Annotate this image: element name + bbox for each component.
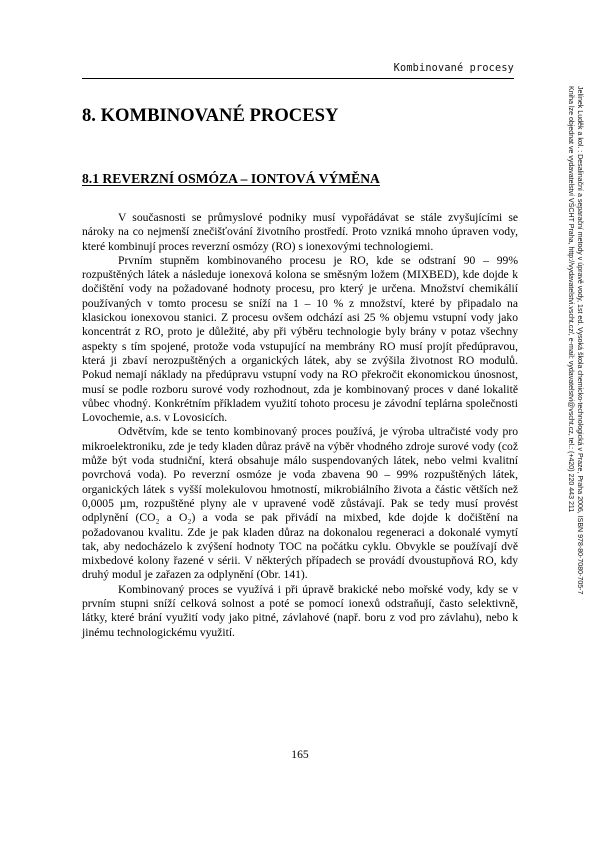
side-note-line-2: Kniha lze objednat ve vydavatelství VŠCHT Praha, http://vydavatelstvi.vscht.cz/, e-mail: vydavatelstvi@vscht.cz, tel.: (+420) 220 443 211 [566, 86, 574, 513]
side-note-line-1: Jelínek Luděk a kol. : Desalinační a separační metody v úpravě vody, 1st ed. Vysoká škola chemicko-technologická v Praze, Praha 2006, ISBN 978-80-7080-705-7 [576, 86, 583, 595]
body-text [82, 211, 518, 640]
paragraph: Prvním stupněm kombinovaného procesu je RO, kde se odstraní 90 – 99% rozpuštěných látek a následuje ionexová kolona se směsným ložem (MIXBED), kde dojde k dočištění vody na požadované hodnoty procesu, pro který je určena. Množství chemikálií používaných v tomto procesu se sníží na 1 – 10 % z množství, které by připadalo na klasickou ionexovou stanici. Z procesu ovšem odchází asi 25 % objemu vstupní vody jako koncentrát z RO, proto je důležité, aby při výběru technologie byly brány v potaz všechny aspekty s tím spojené, protože voda vstupující na membrány RO musí projít předúpravou, která ji zbaví nerozpuštěných a organických látek, aby se zvýšila životnost RO modulů. Pokud nemají náklady na předúpravu vstupní vody na RO překročit ekonomickou únosnost, musí se podle rozboru surové vody rozhodnout, zda je kombinovaný proces v dané lokalitě vůbec vhodný. Konkrétním příkladem využití tohoto procesu je závodní teplárna společnosti Lovochemie, a.s. v Lovosicích. [82, 253, 518, 425]
page-number: 165 [291, 748, 309, 761]
side-note-text [565, 86, 584, 595]
paragraph: Kombinovaný proces se využívá i při úpravě brakické nebo mořské vody, kdy se v prvním stupni sníží celková solnost a poté se pomocí ionexů odstraňují, často selektivně, látky, které brání využití vody jako pitné, závlahové (např. boru z vod pro závlahu), nebo k jinému technologickému využití. [82, 582, 518, 639]
paragraph: Odvětvím, kde se tento kombinovaný proces používá, je výroba ultračisté vody pro mikroelektroniku, zde je tedy kladen důraz právě na výběr vhodného zdroje surové vody (což může být voda studniční, která obsahuje málo suspendovaných látek, nebo velmi kvalitní povrchová voda). Po reverzní osmóze je voda zbavena 90 – 99% rozpuštěných látek, organických látek s vyšší molekulovou hmotností, mikrobiálního života a částic větších než 0,0005 µm, rozpuštěné plyny ale v upravené vodě zůstávají. Pak se tedy musí provést odplynění (CO₂ a O₂) a voda se pak přivádí na mixbed, kde dojde k dočištění na požadovanou kvalitu. Zde je pak kladen důraz na dokonalou regeneraci a dokonalé vymytí tak, aby nedocházelo k zvýšení hodnoty TOC na počátku cyklu. Obvykle se používají dvě mixbedové kolony řazené v sérii. V některých případech se provádí dvoustupňová RO, kdy druhý modul je zařazen za odplynění (Obr. 141). [82, 425, 518, 582]
paragraph: V současnosti se průmyslové podniky musí vypořádávat se stále zvyšujícími se nároky na co nejmenší znečišťování životního prostředí. Proto vzniká mnoho úpraven vody, které kombinují proces reverzní osmózy (RO) s ionexovými technologiemi. [82, 211, 518, 253]
side-note [564, 86, 584, 595]
header-rule [82, 78, 514, 79]
section-title: 8.1 REVERZNÍ OSMÓZA – IONTOVÁ VÝMĚNA [82, 171, 380, 186]
chapter-title: 8. KOMBINOVANÉ PROCESY [82, 105, 339, 126]
running-header: Kombinované procesy [393, 63, 514, 74]
